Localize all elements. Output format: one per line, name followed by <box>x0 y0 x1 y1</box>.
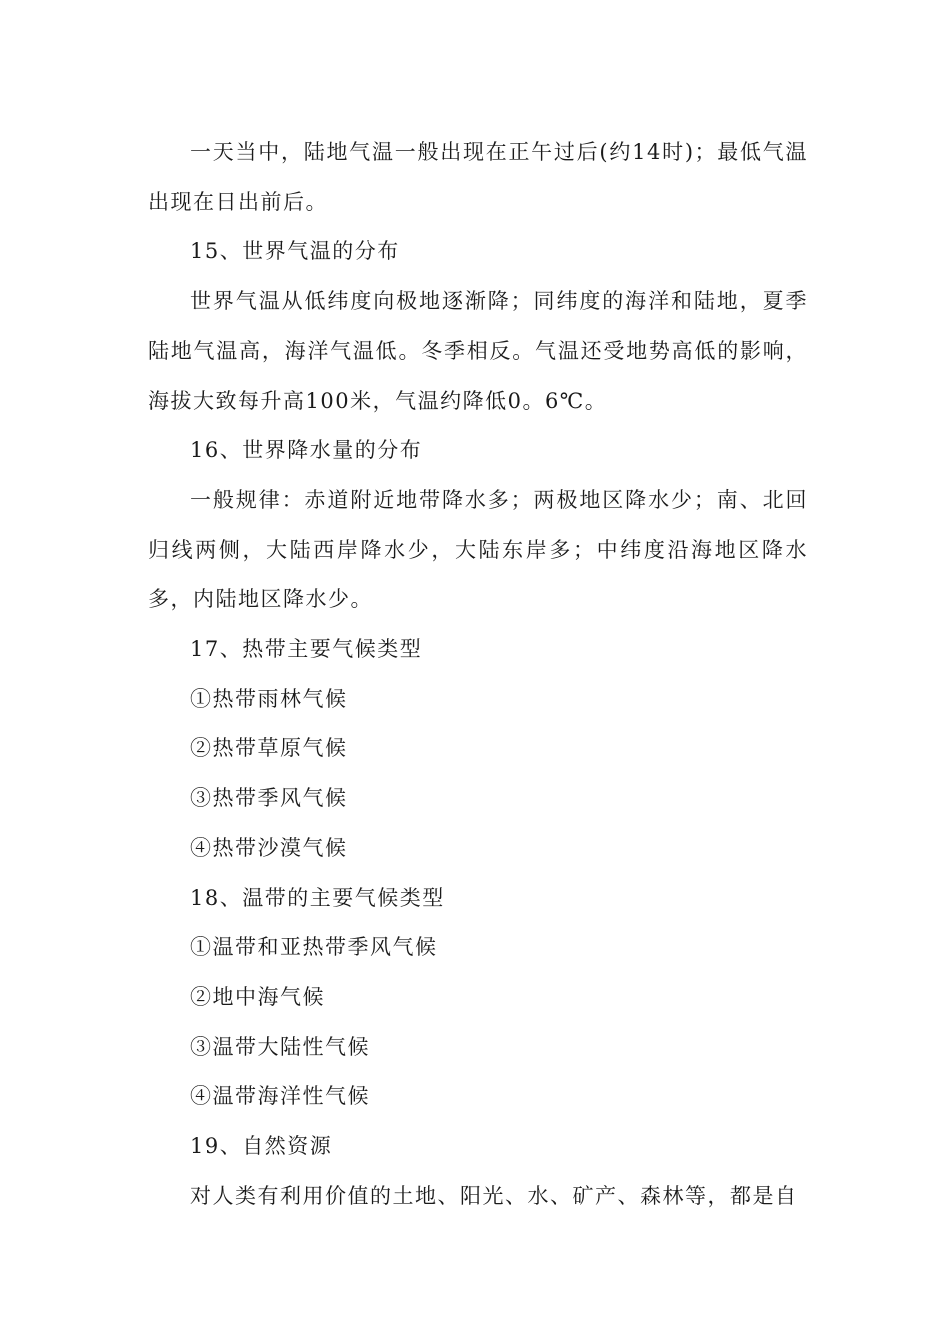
list-item-mediterranean: ②地中海气候 <box>190 984 325 1009</box>
list-item-tropical-rainforest: ①热带雨林气候 <box>190 686 348 711</box>
paragraph-natural-resources: 对人类有利用价值的土地、阳光、水、矿产、森林等，都是自 <box>190 1183 798 1208</box>
list-item-tropical-monsoon: ③热带季风气候 <box>190 786 348 811</box>
heading-17-tropical-climates: 17、热带主要气候类型 <box>190 637 423 662</box>
paragraph-world-temperature: 世界气温从低纬度向极地逐渐降；同纬度的海洋和陆地，夏季陆地气温高，海洋气温低。冬季相反。气温还受地势高低的影响，海拔大致每升高100米，气温约降低0。6℃。 <box>148 289 808 413</box>
heading-16-world-precipitation: 16、世界降水量的分布 <box>190 438 423 463</box>
document-body <box>148 128 808 1221</box>
list-item-temperate-continental: ③温带大陆性气候 <box>190 1034 370 1059</box>
list-item-tropical-desert: ④热带沙漠气候 <box>190 835 348 860</box>
list-item-temperate-maritime: ④温带海洋性气候 <box>190 1084 370 1109</box>
paragraph-temperature-daily: 一天当中，陆地气温一般出现在正午过后(约14时)；最低气温出现在日出前后。 <box>148 140 808 214</box>
heading-15-world-temperature: 15、世界气温的分布 <box>190 239 400 264</box>
heading-18-temperate-climates: 18、温带的主要气候类型 <box>190 885 445 910</box>
paragraph-world-precipitation: 一般规律：赤道附近地带降水多；两极地区降水少；南、北回归线两侧，大陆西岸降水少，大陆东岸多；中纬度沿海地区降水多，内陆地区降水少。 <box>148 487 808 612</box>
heading-19-natural-resources: 19、自然资源 <box>190 1134 333 1159</box>
list-item-tropical-savanna: ②热带草原气候 <box>190 736 348 761</box>
list-item-temperate-monsoon: ①温带和亚热带季风气候 <box>190 935 438 960</box>
